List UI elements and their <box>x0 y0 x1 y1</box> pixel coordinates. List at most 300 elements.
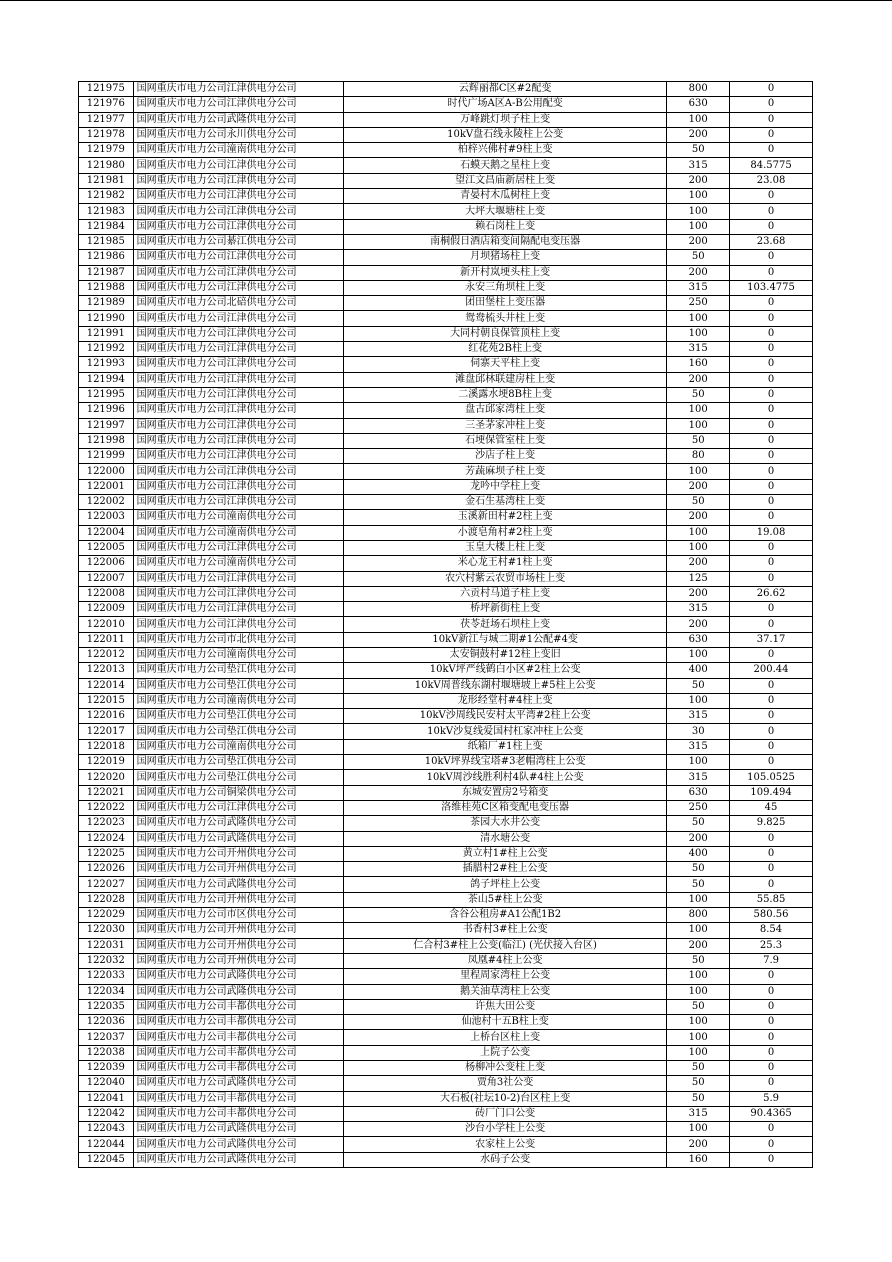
company-cell: 国网重庆市电力公司江津供电分公司 <box>133 387 343 402</box>
company-cell: 国网重庆市电力公司江津供电分公司 <box>133 158 343 173</box>
capacity-cell: 200 <box>667 479 730 494</box>
value-cell: 0 <box>730 1015 813 1030</box>
capacity-cell: 160 <box>667 1152 730 1167</box>
capacity-cell: 200 <box>667 938 730 953</box>
company-cell: 国网重庆市电力公司綦江供电分公司 <box>133 234 343 249</box>
value-cell: 0 <box>730 1076 813 1091</box>
company-cell: 国网重庆市电力公司江津供电分公司 <box>133 418 343 433</box>
company-cell: 国网重庆市电力公司江津供电分公司 <box>133 800 343 815</box>
table-row <box>79 602 813 617</box>
value-cell: 0 <box>730 877 813 892</box>
company-cell: 国网重庆市电力公司江津供电分公司 <box>133 280 343 295</box>
table-row <box>79 510 813 525</box>
table-row <box>79 127 813 142</box>
table-row <box>79 372 813 387</box>
row-id-cell: 122037 <box>79 1030 134 1045</box>
value-cell: 0 <box>730 540 813 555</box>
table-row <box>79 479 813 494</box>
capacity-cell: 400 <box>667 846 730 861</box>
value-cell: 200.44 <box>730 663 813 678</box>
row-id-cell: 122044 <box>79 1137 134 1152</box>
capacity-cell: 50 <box>667 250 730 265</box>
company-cell: 国网重庆市电力公司江津供电分公司 <box>133 495 343 510</box>
row-id-cell: 122022 <box>79 800 134 815</box>
company-cell: 国网重庆市电力公司垫江供电分公司 <box>133 663 343 678</box>
value-cell: 0 <box>730 311 813 326</box>
row-id-cell: 121981 <box>79 173 134 188</box>
value-cell: 109.494 <box>730 785 813 800</box>
row-id-cell: 122043 <box>79 1122 134 1137</box>
company-cell: 国网重庆市电力公司丰都供电分公司 <box>133 999 343 1014</box>
row-id-cell: 122010 <box>79 617 134 632</box>
capacity-cell: 100 <box>667 326 730 341</box>
capacity-cell: 50 <box>667 816 730 831</box>
table-row <box>79 1122 813 1137</box>
company-cell: 国网重庆市电力公司垫江供电分公司 <box>133 770 343 785</box>
company-cell: 国网重庆市电力公司开州供电分公司 <box>133 923 343 938</box>
transformer-name-cell: 10kV周沙线胜利村4队#4柱上公变 <box>343 770 667 785</box>
transformer-name-cell: 桥坪新街柱上变 <box>343 602 667 617</box>
capacity-cell: 100 <box>667 755 730 770</box>
capacity-cell: 800 <box>667 908 730 923</box>
company-cell: 国网重庆市电力公司永川供电分公司 <box>133 127 343 142</box>
row-id-cell: 122031 <box>79 938 134 953</box>
capacity-cell: 50 <box>667 1091 730 1106</box>
capacity-cell: 315 <box>667 1106 730 1121</box>
value-cell: 0 <box>730 495 813 510</box>
transformer-name-cell: 二溪露水埂8B柱上变 <box>343 387 667 402</box>
value-cell: 105.0525 <box>730 770 813 785</box>
transformer-name-cell: 洛维桂苑C区箱变配电变压器 <box>343 800 667 815</box>
transformer-name-cell: 大石板(社坛10-2)台区柱上变 <box>343 1091 667 1106</box>
value-cell: 0 <box>730 617 813 632</box>
company-cell: 国网重庆市电力公司江津供电分公司 <box>133 189 343 204</box>
transformer-name-cell: 时代广场A区A-B公用配变 <box>343 97 667 112</box>
value-cell: 0 <box>730 250 813 265</box>
company-cell: 国网重庆市电力公司北碚供电分公司 <box>133 296 343 311</box>
value-cell: 0 <box>730 296 813 311</box>
transformer-name-cell: 杨柳冲公变柱上变 <box>343 1061 667 1076</box>
table-row <box>79 709 813 724</box>
company-cell: 国网重庆市电力公司江津供电分公司 <box>133 357 343 372</box>
transformer-name-cell: 上桥台区柱上变 <box>343 1030 667 1045</box>
company-cell: 国网重庆市电力公司武隆供电分公司 <box>133 1137 343 1152</box>
capacity-cell: 200 <box>667 586 730 601</box>
table-row <box>79 403 813 418</box>
row-id-cell: 121995 <box>79 387 134 402</box>
transformer-name-cell: 团田堡柱上变压器 <box>343 296 667 311</box>
transformer-name-cell: 茶山5#柱上公变 <box>343 892 667 907</box>
company-cell: 国网重庆市电力公司江津供电分公司 <box>133 403 343 418</box>
row-id-cell: 121983 <box>79 204 134 219</box>
value-cell: 0 <box>730 984 813 999</box>
table-row <box>79 678 813 693</box>
row-id-cell: 122007 <box>79 571 134 586</box>
value-cell: 0 <box>730 1152 813 1167</box>
company-cell: 国网重庆市电力公司武隆供电分公司 <box>133 1152 343 1167</box>
table-row <box>79 464 813 479</box>
company-cell: 国网重庆市电力公司武隆供电分公司 <box>133 984 343 999</box>
table-row <box>79 571 813 586</box>
value-cell: 0 <box>730 1122 813 1137</box>
table-row <box>79 862 813 877</box>
value-cell: 9.825 <box>730 816 813 831</box>
value-cell: 0 <box>730 479 813 494</box>
capacity-cell: 100 <box>667 112 730 127</box>
value-cell: 0 <box>730 999 813 1014</box>
company-cell: 国网重庆市电力公司潼南供电分公司 <box>133 510 343 525</box>
capacity-cell: 50 <box>667 1061 730 1076</box>
table-row <box>79 357 813 372</box>
value-cell: 103.4775 <box>730 280 813 295</box>
table-row <box>79 663 813 678</box>
page-top-rule <box>0 0 892 1</box>
transformer-name-cell: 茯苓赶场石坝柱上变 <box>343 617 667 632</box>
row-id-cell: 121987 <box>79 265 134 280</box>
capacity-cell: 800 <box>667 82 730 97</box>
transformer-name-cell: 永安三角坝柱上变 <box>343 280 667 295</box>
row-id-cell: 122009 <box>79 602 134 617</box>
row-id-cell: 122026 <box>79 862 134 877</box>
capacity-cell: 100 <box>667 984 730 999</box>
table-row <box>79 999 813 1014</box>
transformer-name-cell: 10kV周普线东湖村堰塘坡上#5柱上公变 <box>343 678 667 693</box>
table-row <box>79 647 813 662</box>
transformer-name-cell: 插腊村2#柱上公变 <box>343 862 667 877</box>
value-cell: 0 <box>730 112 813 127</box>
company-cell: 国网重庆市电力公司垫江供电分公司 <box>133 755 343 770</box>
capacity-cell: 125 <box>667 571 730 586</box>
company-cell: 国网重庆市电力公司垫江供电分公司 <box>133 709 343 724</box>
company-cell: 国网重庆市电力公司潼南供电分公司 <box>133 556 343 571</box>
transformer-name-cell: 10kV新江与城二期#1公配#4变 <box>343 632 667 647</box>
transformer-name-cell: 六贡村马道子柱上变 <box>343 586 667 601</box>
capacity-cell: 50 <box>667 143 730 158</box>
company-cell: 国网重庆市电力公司武隆供电分公司 <box>133 831 343 846</box>
transformer-name-cell: 新开村岚埂头柱上变 <box>343 265 667 280</box>
table-row <box>79 556 813 571</box>
row-id-cell: 121976 <box>79 97 134 112</box>
transformer-name-cell: 三圣茅家冲柱上变 <box>343 418 667 433</box>
table-row <box>79 143 813 158</box>
company-cell: 国网重庆市电力公司江津供电分公司 <box>133 617 343 632</box>
table-row <box>79 97 813 112</box>
value-cell: 26.62 <box>730 586 813 601</box>
row-id-cell: 122003 <box>79 510 134 525</box>
table-row <box>79 449 813 464</box>
row-id-cell: 122004 <box>79 525 134 540</box>
company-cell: 国网重庆市电力公司垫江供电分公司 <box>133 724 343 739</box>
value-cell: 0 <box>730 1030 813 1045</box>
row-id-cell: 121988 <box>79 280 134 295</box>
table-row <box>79 311 813 326</box>
table-row <box>79 1030 813 1045</box>
value-cell: 37.17 <box>730 632 813 647</box>
transformer-name-cell: 月坝猪场柱上变 <box>343 250 667 265</box>
company-cell: 国网重庆市电力公司江津供电分公司 <box>133 464 343 479</box>
row-id-cell: 121986 <box>79 250 134 265</box>
company-cell: 国网重庆市电力公司开州供电分公司 <box>133 892 343 907</box>
table-row <box>79 1076 813 1091</box>
value-cell: 0 <box>730 1045 813 1060</box>
capacity-cell: 100 <box>667 525 730 540</box>
row-id-cell: 122038 <box>79 1045 134 1060</box>
row-id-cell: 121999 <box>79 449 134 464</box>
table-row <box>79 1152 813 1167</box>
transformer-name-cell: 大坪大堰塘柱上变 <box>343 204 667 219</box>
row-id-cell: 121992 <box>79 342 134 357</box>
capacity-cell: 100 <box>667 403 730 418</box>
value-cell: 0 <box>730 204 813 219</box>
row-id-cell: 121978 <box>79 127 134 142</box>
transformer-name-cell: 鸳鸯梳头井柱上变 <box>343 311 667 326</box>
capacity-cell: 200 <box>667 556 730 571</box>
row-id-cell: 122000 <box>79 464 134 479</box>
transformer-name-cell: 10kV坪严线鹤白小区#2柱上公变 <box>343 663 667 678</box>
row-id-cell: 121979 <box>79 143 134 158</box>
company-cell: 国网重庆市电力公司武隆供电分公司 <box>133 969 343 984</box>
company-cell: 国网重庆市电力公司江津供电分公司 <box>133 602 343 617</box>
value-cell: 0 <box>730 449 813 464</box>
value-cell: 0 <box>730 709 813 724</box>
company-cell: 国网重庆市电力公司武隆供电分公司 <box>133 112 343 127</box>
capacity-cell: 50 <box>667 999 730 1014</box>
table-row <box>79 189 813 204</box>
value-cell: 0 <box>730 556 813 571</box>
value-cell: 90.4365 <box>730 1106 813 1121</box>
transformer-name-cell: 南桐假日酒店箱变间隔配电变压器 <box>343 234 667 249</box>
value-cell: 0 <box>730 510 813 525</box>
capacity-cell: 630 <box>667 97 730 112</box>
table-row <box>79 525 813 540</box>
transformer-name-cell: 农家柱上公变 <box>343 1137 667 1152</box>
value-cell: 0 <box>730 647 813 662</box>
company-cell: 国网重庆市电力公司江津供电分公司 <box>133 586 343 601</box>
capacity-cell: 200 <box>667 617 730 632</box>
company-cell: 国网重庆市电力公司潼南供电分公司 <box>133 525 343 540</box>
value-cell: 84.5775 <box>730 158 813 173</box>
row-id-cell: 122030 <box>79 923 134 938</box>
capacity-cell: 315 <box>667 739 730 754</box>
capacity-cell: 50 <box>667 678 730 693</box>
row-id-cell: 122040 <box>79 1076 134 1091</box>
table-row <box>79 1106 813 1121</box>
transformer-name-cell: 鹅关油草湾柱上公变 <box>343 984 667 999</box>
row-id-cell: 122042 <box>79 1106 134 1121</box>
company-cell: 国网重庆市电力公司江津供电分公司 <box>133 479 343 494</box>
table-row <box>79 204 813 219</box>
value-cell: 0 <box>730 739 813 754</box>
company-cell: 国网重庆市电力公司江津供电分公司 <box>133 97 343 112</box>
row-id-cell: 122017 <box>79 724 134 739</box>
value-cell: 0 <box>730 82 813 97</box>
company-cell: 国网重庆市电力公司潼南供电分公司 <box>133 739 343 754</box>
capacity-cell: 50 <box>667 433 730 448</box>
transformer-name-cell: 10kV沙周线民安村太平湾#2柱上公变 <box>343 709 667 724</box>
row-id-cell: 121990 <box>79 311 134 326</box>
table-row <box>79 418 813 433</box>
value-cell: 23.68 <box>730 234 813 249</box>
transformer-name-cell: 里程周家湾柱上公变 <box>343 969 667 984</box>
capacity-cell: 50 <box>667 387 730 402</box>
value-cell: 0 <box>730 387 813 402</box>
value-cell: 0 <box>730 846 813 861</box>
row-id-cell: 122019 <box>79 755 134 770</box>
value-cell: 19.08 <box>730 525 813 540</box>
row-id-cell: 122006 <box>79 556 134 571</box>
transformer-name-cell: 芳蔬麻坝子柱上变 <box>343 464 667 479</box>
table-row <box>79 739 813 754</box>
company-cell: 国网重庆市电力公司潼南供电分公司 <box>133 647 343 662</box>
value-cell: 0 <box>730 464 813 479</box>
table-row <box>79 326 813 341</box>
capacity-cell: 100 <box>667 892 730 907</box>
value-cell: 0 <box>730 342 813 357</box>
transformer-name-cell: 玉皇大楼上柱上变 <box>343 540 667 555</box>
capacity-cell: 250 <box>667 800 730 815</box>
capacity-cell: 30 <box>667 724 730 739</box>
value-cell: 0 <box>730 326 813 341</box>
row-id-cell: 122014 <box>79 678 134 693</box>
transformer-name-cell: 太安铜鼓村#12柱上变旧 <box>343 647 667 662</box>
table-row <box>79 693 813 708</box>
row-id-cell: 122036 <box>79 1015 134 1030</box>
row-id-cell: 121993 <box>79 357 134 372</box>
row-id-cell: 122018 <box>79 739 134 754</box>
transformer-name-cell: 青晏村木瓜树柱上变 <box>343 189 667 204</box>
table-row <box>79 816 813 831</box>
row-id-cell: 122039 <box>79 1061 134 1076</box>
transformer-name-cell: 红花苑2B柱上变 <box>343 342 667 357</box>
transformer-name-cell: 茶园大水井公变 <box>343 816 667 831</box>
row-id-cell: 122001 <box>79 479 134 494</box>
row-id-cell: 122041 <box>79 1091 134 1106</box>
company-cell: 国网重庆市电力公司江津供电分公司 <box>133 311 343 326</box>
company-cell: 国网重庆市电力公司垫江供电分公司 <box>133 678 343 693</box>
capacity-cell: 50 <box>667 495 730 510</box>
table-row <box>79 632 813 647</box>
transformer-name-cell: 石蟆天鹅之星柱上变 <box>343 158 667 173</box>
transformer-name-cell: 含谷公租房#A1公配1B2 <box>343 908 667 923</box>
row-id-cell: 121980 <box>79 158 134 173</box>
row-id-cell: 122035 <box>79 999 134 1014</box>
value-cell: 0 <box>730 724 813 739</box>
value-cell: 580.56 <box>730 908 813 923</box>
table-row <box>79 724 813 739</box>
row-id-cell: 121985 <box>79 234 134 249</box>
transformer-name-cell: 伺寨天平柱上变 <box>343 357 667 372</box>
company-cell: 国网重庆市电力公司江津供电分公司 <box>133 433 343 448</box>
capacity-cell: 630 <box>667 785 730 800</box>
row-id-cell: 122008 <box>79 586 134 601</box>
value-cell: 25.3 <box>730 938 813 953</box>
value-cell: 5.9 <box>730 1091 813 1106</box>
table-row <box>79 1045 813 1060</box>
company-cell: 国网重庆市电力公司开州供电分公司 <box>133 862 343 877</box>
row-id-cell: 122034 <box>79 984 134 999</box>
capacity-cell: 100 <box>667 311 730 326</box>
table-row <box>79 969 813 984</box>
value-cell: 0 <box>730 403 813 418</box>
company-cell: 国网重庆市电力公司江津供电分公司 <box>133 82 343 97</box>
value-cell: 0 <box>730 372 813 387</box>
table-row <box>79 785 813 800</box>
company-cell: 国网重庆市电力公司丰都供电分公司 <box>133 1015 343 1030</box>
value-cell: 45 <box>730 800 813 815</box>
row-id-cell: 122024 <box>79 831 134 846</box>
company-cell: 国网重庆市电力公司江津供电分公司 <box>133 342 343 357</box>
transformer-name-cell: 凤凰#4柱上公变 <box>343 953 667 968</box>
row-id-cell: 122020 <box>79 770 134 785</box>
table-row <box>79 953 813 968</box>
capacity-cell: 100 <box>667 969 730 984</box>
data-table <box>78 81 813 1168</box>
table-row <box>79 280 813 295</box>
company-cell: 国网重庆市电力公司江津供电分公司 <box>133 540 343 555</box>
company-cell: 国网重庆市电力公司开州供电分公司 <box>133 953 343 968</box>
transformer-name-cell: 农穴村紫云农贸市场柱上变 <box>343 571 667 586</box>
company-cell: 国网重庆市电力公司市北供电分公司 <box>133 632 343 647</box>
value-cell: 7.9 <box>730 953 813 968</box>
capacity-cell: 100 <box>667 693 730 708</box>
table-row <box>79 1137 813 1152</box>
transformer-name-cell: 仙池村十五B柱上变 <box>343 1015 667 1030</box>
value-cell: 0 <box>730 1137 813 1152</box>
row-id-cell: 122021 <box>79 785 134 800</box>
company-cell: 国网重庆市电力公司丰都供电分公司 <box>133 1045 343 1060</box>
value-cell: 0 <box>730 969 813 984</box>
table-row <box>79 296 813 311</box>
row-id-cell: 122045 <box>79 1152 134 1167</box>
transformer-name-cell: 10kV坪界线宝塔#3老帽湾柱上公变 <box>343 755 667 770</box>
row-id-cell: 122005 <box>79 540 134 555</box>
row-id-cell: 122029 <box>79 908 134 923</box>
capacity-cell: 100 <box>667 219 730 234</box>
row-id-cell: 121989 <box>79 296 134 311</box>
company-cell: 国网重庆市电力公司铜梁供电分公司 <box>133 785 343 800</box>
company-cell: 国网重庆市电力公司武隆供电分公司 <box>133 816 343 831</box>
capacity-cell: 100 <box>667 204 730 219</box>
table-row <box>79 234 813 249</box>
capacity-cell: 315 <box>667 602 730 617</box>
table-row <box>79 984 813 999</box>
capacity-cell: 50 <box>667 862 730 877</box>
capacity-cell: 50 <box>667 1076 730 1091</box>
capacity-cell: 100 <box>667 923 730 938</box>
transformer-name-cell: 书香村3#柱上公变 <box>343 923 667 938</box>
value-cell: 0 <box>730 1061 813 1076</box>
capacity-cell: 100 <box>667 1030 730 1045</box>
transformer-name-cell: 仁合村3#柱上公变(临江) (光伏接入台区) <box>343 938 667 953</box>
capacity-cell: 200 <box>667 127 730 142</box>
row-id-cell: 122028 <box>79 892 134 907</box>
company-cell: 国网重庆市电力公司江津供电分公司 <box>133 372 343 387</box>
table-row <box>79 755 813 770</box>
value-cell: 8.54 <box>730 923 813 938</box>
transformer-name-cell: 玉溪新田村#2柱上变 <box>343 510 667 525</box>
transformer-name-cell: 小渡皂角村#2柱上变 <box>343 525 667 540</box>
row-id-cell: 121984 <box>79 219 134 234</box>
table-row <box>79 1091 813 1106</box>
table-row <box>79 831 813 846</box>
value-cell: 0 <box>730 755 813 770</box>
table-row <box>79 908 813 923</box>
value-cell: 55.85 <box>730 892 813 907</box>
value-cell: 0 <box>730 831 813 846</box>
capacity-cell: 100 <box>667 540 730 555</box>
capacity-cell: 200 <box>667 173 730 188</box>
table-row <box>79 938 813 953</box>
